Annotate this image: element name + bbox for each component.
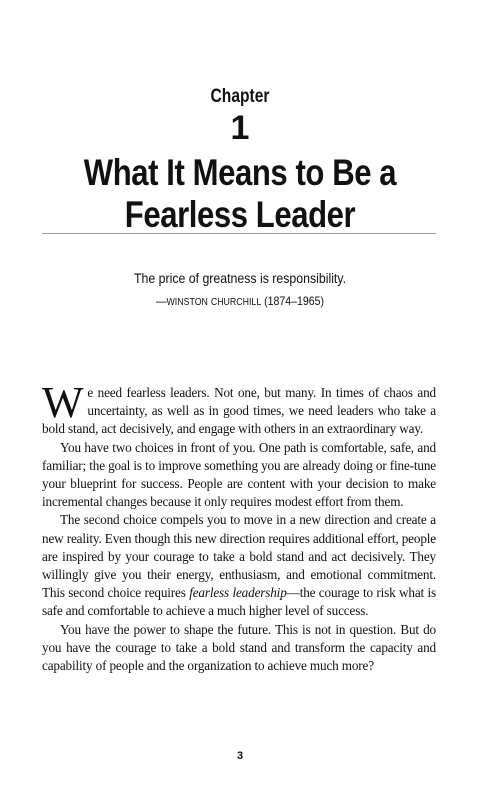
paragraph-1-text: e need fearless leaders. Not one, but many. In times of chaos and uncertainty, as well as in good times, we need leaders who take a bold stand, act decisively, and engage with others in an extraordinary way. [42,385,436,437]
body-text [42,378,436,675]
paragraph-3 [42,511,436,620]
paragraph-3-emphasis: fearless leadership [189,585,287,601]
paragraph-3-text-b: —the courage to risk what is safe and comfortable to achieve a much higher level of success. [42,585,436,619]
epigraph-author-first: WINSTON [166,297,208,308]
chapter-number: 1 [230,109,250,147]
epigraph-quote: The price of greatness is responsibility. [133,270,347,286]
paragraph-2: You have two choices in front of you. One path is comfortable, safe, and familiar; the goal is to improve something you are already doing or fine-tune your blueprint for success. People are content with your decision to make incremental changes because it only requires modest effort from them. [42,439,436,510]
chapter-title-line-2: Fearless Leader [124,194,356,235]
chapter-label: Chapter [210,86,270,107]
epigraph-years: (1874–1965) [264,294,325,308]
paragraph-4: You have the power to shape the future. This is not in question. But do you have the courage to take a bold stand and transform the capacity and capability of people and the organization to achieve much more? [42,621,436,674]
drop-cap: W [42,378,84,427]
epigraph-attribution [29,294,451,308]
title-rule [42,233,436,234]
page-number: 3 [236,750,244,762]
paragraph-3-text-a: The second choice compels you to move in a new direction and create a new reality. Even though this new direction requires additional effort, people are inspired by your courage to take a bold stand and act decisively. They willingly give you their energy, enthusiasm, and emotional commitment. This second choice requires [42,512,436,601]
chapter-title [38,152,441,236]
epigraph-author-last: CHURCHILL [210,297,262,308]
paragraph-1 [42,378,436,439]
chapter-title-line-1: What It Means to Be a [83,152,397,193]
epigraph-dash: — [155,294,167,308]
